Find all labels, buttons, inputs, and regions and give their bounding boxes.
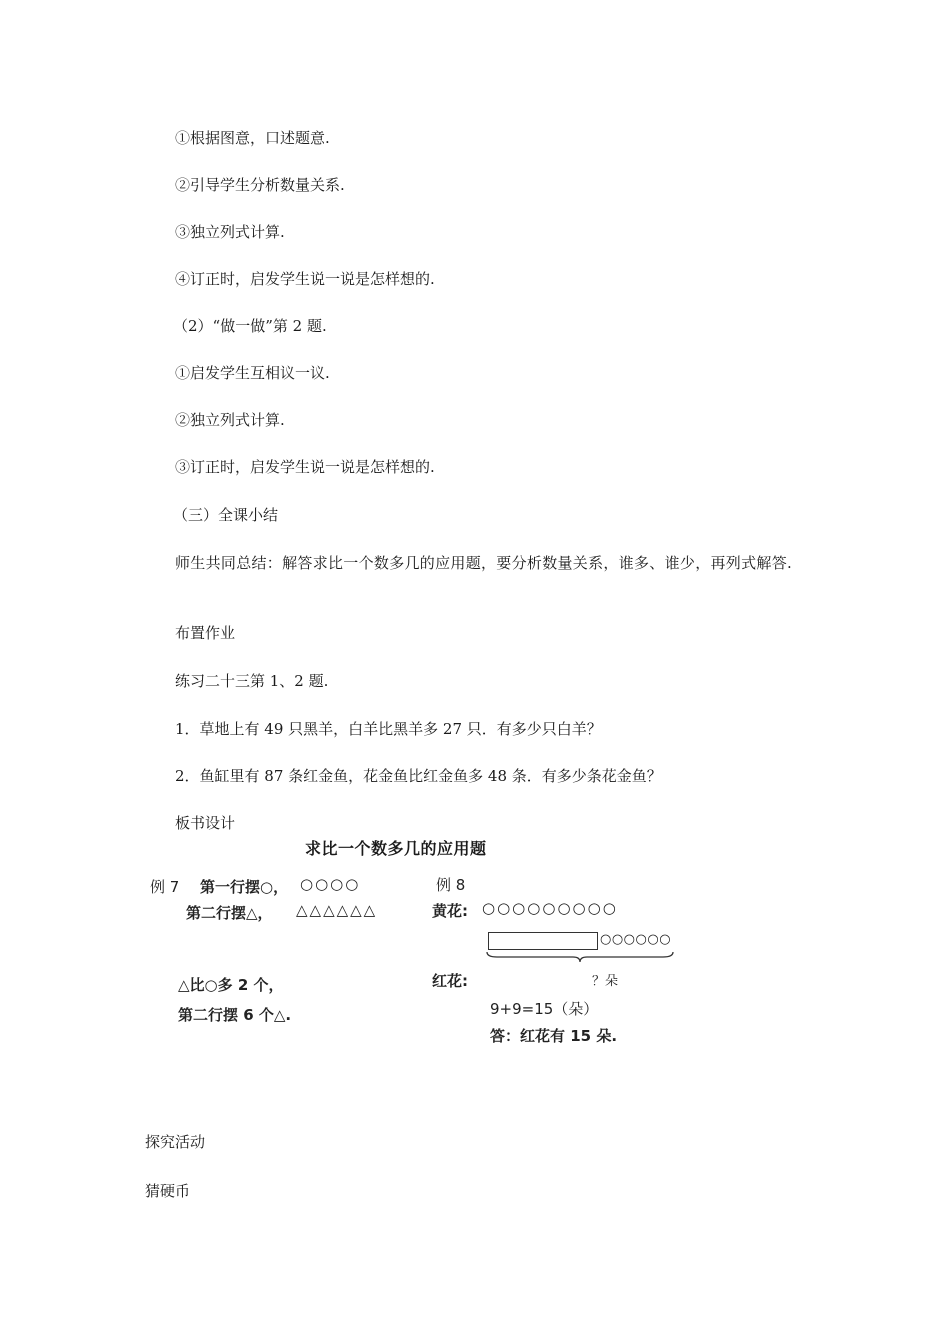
example8-red-label: 红花: — [432, 972, 468, 990]
example7-row1-circles: ○○○○ — [300, 875, 361, 893]
example8-yellow-circles: ○○○○○○○○○ — [482, 899, 618, 917]
example7-row2-label: 第二行摆△， — [186, 904, 273, 922]
example7-conclusion-1: △比○多 2 个， — [178, 976, 284, 994]
board-heading: 板书设计 — [175, 814, 236, 832]
board-title: 求比一个数多几的应用题 — [305, 839, 487, 858]
explore-heading-text: 探究活动 — [145, 1133, 206, 1151]
example8-extra-circles: ○○○○○○ — [600, 932, 672, 947]
step-2-1: ①启发学生互相议一议. — [175, 364, 330, 382]
step-2-2: ②独立列式计算. — [175, 411, 285, 429]
example7-row2-triangles: △△△△△△ — [296, 901, 378, 919]
step-1-4: ④订正时，启发学生说一说是怎样想的. — [175, 270, 435, 288]
item2-heading: （2）“做一做”第 2 题. — [173, 317, 327, 335]
section3-heading: （三）全课小结 — [173, 506, 279, 524]
example8-brace — [485, 950, 675, 964]
example7-conclusion-2: 第二行摆 6 个△. — [178, 1006, 292, 1024]
example8-answer: 答：红花有 15 朵. — [490, 1027, 618, 1045]
example8-equal-part-box — [488, 932, 598, 950]
example8-label: 例 8 — [436, 876, 466, 894]
example8-yellow-label: 黄花: — [432, 902, 468, 920]
homework-intro: 练习二十三第 1、2 题. — [175, 672, 329, 690]
summary-paragraph: 师生共同总结：解答求比一个数多几的应用题，要分析数量关系，谁多、谁少，再列式解答. — [175, 554, 793, 572]
example7-label: 例 7 — [150, 878, 180, 896]
explore-heading — [145, 1131, 205, 1152]
example8-equation: 9+9=15（朵） — [490, 1000, 599, 1018]
step-1-1: ①根据图意，口述题意. — [175, 129, 330, 147]
step-1-2: ②引导学生分析数量关系. — [175, 176, 345, 194]
example8-question: ？朵 — [592, 974, 619, 989]
homework-item-2: 2．鱼缸里有 87 条红金鱼，花金鱼比红金鱼多 48 条．有多少条花金鱼？ — [175, 767, 662, 785]
homework-item-1: 1．草地上有 49 只黑羊，白羊比黑羊多 27 只．有多少只白羊？ — [175, 720, 602, 738]
step-2-3: ③订正时，启发学生说一说是怎样想的. — [175, 458, 435, 476]
board-figure — [140, 830, 700, 1050]
example7-row1-label: 第一行摆○， — [200, 878, 289, 896]
explore-title: 猜硬币 — [145, 1182, 191, 1200]
homework-heading: 布置作业 — [175, 624, 236, 642]
step-1-3: ③独立列式计算. — [175, 223, 285, 241]
